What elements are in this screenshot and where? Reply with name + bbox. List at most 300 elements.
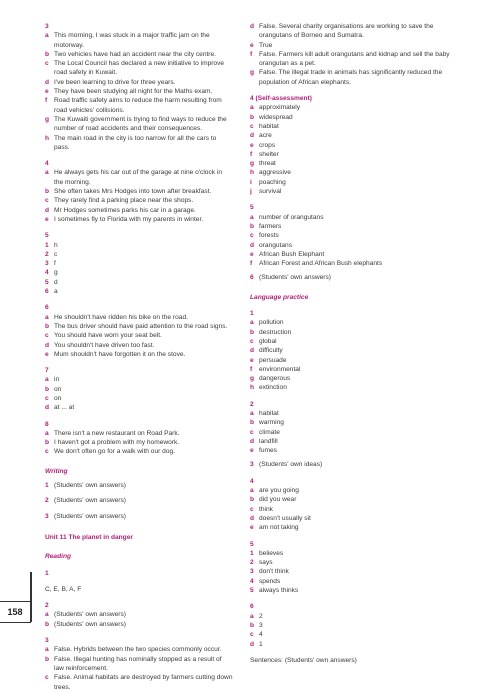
answer-item [45, 331, 233, 340]
answer-list [250, 612, 456, 649]
item-text: poaching [259, 178, 286, 186]
item-letter: c [250, 337, 254, 345]
item-letter: g [45, 115, 50, 123]
item-letter: e [250, 141, 254, 149]
answer-item [250, 428, 456, 437]
item-letter: c [45, 332, 49, 340]
answer-item [45, 59, 233, 78]
section-number: 5 [45, 232, 49, 240]
answer-list [45, 313, 233, 359]
item-text: I've been learning to drive for three years. [54, 78, 176, 86]
item-text: shelter [259, 150, 279, 158]
section-number: 1 [250, 310, 254, 318]
item-letter: c [250, 428, 254, 436]
item-letter: g [250, 69, 255, 77]
answer-item [250, 460, 456, 469]
answer-item [45, 287, 233, 296]
answer-item [250, 178, 456, 187]
item-letter: f [250, 365, 253, 373]
item-letter: a [45, 32, 49, 40]
item-text: approximately [259, 104, 301, 112]
item-letter: a [45, 611, 49, 619]
answer-item [45, 645, 233, 654]
item-letter: d [45, 404, 50, 412]
writing-heading: Writing [45, 467, 68, 475]
answer-item [250, 514, 456, 523]
section-number: 4 [45, 160, 49, 168]
item-letter: a [45, 376, 49, 384]
answer-item [250, 612, 456, 621]
item-letter: 1 [45, 241, 49, 249]
item-text: don't think [259, 568, 289, 576]
answer-item [45, 206, 233, 215]
answer-item [250, 365, 456, 374]
item-text: pollution [259, 319, 284, 327]
item-text: habitat [259, 122, 279, 130]
item-letter: d [45, 341, 50, 349]
item-letter: h [45, 134, 50, 142]
item-letter: b [45, 385, 50, 393]
item-text: forests [259, 232, 279, 240]
item-text: f [54, 260, 56, 268]
answer-item [250, 318, 456, 327]
answer-list [250, 318, 456, 392]
item-letter: c [45, 448, 49, 456]
answer-list [45, 645, 233, 691]
item-letter: a [45, 313, 49, 321]
answer-item [45, 610, 233, 619]
answer-item [250, 630, 456, 639]
answer-item [45, 447, 233, 456]
answer-item [45, 278, 233, 287]
item-letter: 2 [45, 497, 49, 505]
answer-item [250, 505, 456, 514]
item-letter: d [250, 23, 255, 30]
item-letter: 3 [250, 461, 254, 469]
item-letter: b [250, 496, 255, 504]
item-letter: d [250, 514, 255, 522]
item-text: always thinks [259, 587, 299, 595]
item-letter: e [45, 88, 49, 96]
answer-item [250, 418, 456, 427]
item-text: (Students' own answers) [54, 497, 126, 505]
answer-list [45, 429, 233, 457]
answer-item [250, 231, 456, 240]
item-text: African Forest and African Bush elephants [259, 260, 383, 268]
answer-item [250, 273, 456, 282]
item-letter: a [45, 169, 49, 177]
item-letter: 3 [45, 260, 49, 268]
item-text: climate [259, 428, 280, 436]
answer-item [45, 87, 233, 96]
item-text: destruction [259, 328, 292, 336]
item-letter: b [45, 439, 50, 447]
reading-answer-1: C, E, B, A, F [45, 585, 82, 593]
item-text: False. Animal habitats are destroyed by farmers cutting down trees. [54, 674, 233, 691]
section-number: 6 [45, 304, 49, 312]
answer-item [250, 356, 456, 365]
item-text: on [54, 385, 62, 393]
item-letter: e [250, 356, 254, 364]
item-text: (Students' own answers) [259, 274, 331, 282]
left-column [45, 22, 233, 692]
answer-list [45, 241, 233, 297]
item-text: number of orangutans [259, 213, 324, 221]
answer-item [250, 259, 456, 268]
answer-item [250, 250, 456, 259]
answer-item [45, 429, 233, 438]
item-text: a [54, 288, 58, 296]
item-text: spends [259, 577, 281, 585]
self-assessment-label: (Self-assessment) [255, 95, 312, 103]
item-letter: a [250, 213, 254, 221]
answer-item [250, 446, 456, 455]
item-letter: d [45, 78, 50, 86]
item-letter: e [250, 524, 254, 532]
item-text: aggressive [259, 169, 291, 177]
answer-item [250, 50, 456, 69]
item-letter: 3 [45, 512, 49, 520]
item-letter: f [250, 150, 253, 158]
answer-item [45, 394, 233, 403]
answer-item [45, 375, 233, 384]
answer-item [250, 187, 456, 196]
item-letter: a [45, 646, 49, 654]
item-letter: c [45, 197, 49, 205]
section-number: 1 [45, 569, 49, 577]
section-number: 2 [45, 602, 49, 610]
answer-list [250, 22, 456, 87]
item-letter: a [250, 104, 254, 112]
item-text: dangerous [259, 375, 291, 383]
item-text: I sometimes fly to Florida with my parents in winter. [54, 215, 204, 223]
language-practice-heading: Language practice [250, 293, 309, 301]
item-letter: 4 [250, 577, 254, 585]
section-number: 3 [45, 23, 49, 30]
item-text: (Students' own answers) [54, 482, 126, 490]
section-number: 8 [45, 420, 49, 428]
item-text: farmers [259, 222, 282, 230]
section-number: 5 [250, 204, 254, 212]
item-text: doesn't usually sit [259, 514, 311, 522]
item-text: g [54, 269, 58, 277]
item-text: think [259, 505, 273, 513]
unit-title: Unit 11 The planet in danger [45, 533, 133, 541]
item-text: acre [259, 132, 272, 140]
answer-item [45, 322, 233, 331]
item-text: African Bush Elephant [259, 250, 325, 258]
sentences-note: Sentences: (Students' own answers) [250, 656, 357, 664]
item-letter: c [250, 232, 254, 240]
item-text: There isn't a new restaurant on Road Park. [54, 429, 180, 437]
answer-item [45, 50, 233, 59]
item-letter: e [45, 350, 49, 358]
answer-item [45, 496, 233, 505]
answer-item [250, 409, 456, 418]
answer-item [45, 187, 233, 196]
item-letter: a [250, 487, 254, 495]
answer-item [250, 159, 456, 168]
item-letter: b [45, 50, 50, 58]
item-text: (Students' own ideas) [259, 461, 323, 469]
item-text: This morning, I was stuck in a major traffic jam on the motorway. [54, 32, 210, 49]
item-letter: b [250, 113, 255, 121]
item-text: We don't often go for a walk with our dog. [54, 448, 175, 456]
section-number-value: 4 [250, 95, 254, 103]
item-letter: b [45, 188, 50, 196]
item-letter: d [250, 437, 255, 445]
answer-item [45, 241, 233, 250]
item-letter: d [250, 640, 255, 648]
item-letter: b [250, 419, 255, 427]
item-text: Two vehicles have had an accident near the city centre. [54, 50, 217, 58]
section-number: 3 [45, 637, 49, 645]
item-letter: e [250, 41, 254, 49]
answer-item [45, 31, 233, 50]
page-number: 158 [0, 601, 31, 623]
section-number: 5 [250, 540, 254, 548]
item-text: (Students' own answers) [54, 512, 126, 520]
item-text: 4 [259, 631, 263, 639]
answer-item [250, 241, 456, 250]
section-number [250, 94, 456, 103]
answer-item [45, 134, 233, 153]
answer-item [45, 78, 233, 87]
answer-item [250, 549, 456, 558]
answer-item [45, 620, 233, 629]
item-text: widespread [259, 113, 293, 121]
item-letter: f [250, 50, 253, 58]
answer-item [250, 621, 456, 630]
answer-item [45, 196, 233, 205]
section-number: 7 [45, 367, 49, 375]
item-text: survival [259, 188, 282, 196]
answer-list [250, 213, 456, 269]
item-text: did you wear [259, 496, 297, 504]
answer-item [45, 438, 233, 447]
item-letter: f [250, 260, 253, 268]
answer-item [250, 577, 456, 586]
answer-list [45, 31, 233, 152]
item-letter: c [45, 394, 49, 402]
answer-item [250, 495, 456, 504]
answer-item [45, 168, 233, 187]
item-letter: b [250, 328, 255, 336]
item-letter: e [45, 215, 49, 223]
item-text: Mr Hodges sometimes parks his car in a garage. [54, 206, 196, 214]
item-text: False. The illegal trade in animals has significantly reduced the population of African elephants. [259, 69, 443, 86]
item-text: The Local Council has declared a new initiative to improve road safety in Kuwait. [54, 60, 225, 77]
item-text: difficulty [259, 347, 283, 355]
answer-item [250, 103, 456, 112]
item-text: on [54, 394, 62, 402]
answer-item [250, 68, 456, 87]
item-letter: g [250, 160, 255, 168]
answer-item [45, 215, 233, 224]
item-text: True [259, 41, 273, 49]
item-letter: d [45, 206, 50, 214]
answer-item [250, 150, 456, 159]
answer-item [250, 168, 456, 177]
answer-list [250, 103, 456, 196]
item-letter: 3 [250, 568, 254, 576]
answer-item [250, 213, 456, 222]
item-letter: 6 [250, 274, 254, 282]
writing-answers [45, 481, 233, 521]
item-text: You shouldn't have driven too fast. [54, 341, 155, 349]
section-number: 4 [250, 477, 254, 485]
answer-item [250, 131, 456, 140]
answer-item [45, 403, 233, 412]
item-text: extinction [259, 384, 287, 392]
item-text: threat [259, 160, 276, 168]
answer-item [250, 141, 456, 150]
item-letter: f [45, 97, 48, 105]
item-text: persuade [259, 356, 287, 364]
item-text: h [54, 241, 58, 249]
answer-item [250, 586, 456, 595]
item-text: environmental [259, 365, 301, 373]
item-text: says [259, 559, 273, 567]
item-letter: a [250, 319, 254, 327]
item-text: He shouldn't have ridden his bike on the road. [54, 313, 188, 321]
answer-item [250, 486, 456, 495]
item-text: landfill [259, 437, 278, 445]
answer-item [250, 558, 456, 567]
item-text: They have been studying all night for the Maths exam. [54, 88, 213, 96]
item-letter: c [45, 60, 49, 68]
answer-list [250, 409, 456, 455]
answer-item [45, 268, 233, 277]
item-text: (Students' own answers) [54, 620, 126, 628]
item-text: False. Farmers kill adult orangutans and kidnap and sell the baby orangutan as a pet. [259, 50, 450, 68]
item-letter: c [250, 631, 254, 639]
item-text: The Kuwaiti government is trying to find ways to reduce the number of road accidents and their consequences. [54, 115, 227, 133]
section-number: 6 [250, 603, 254, 611]
answer-item [45, 350, 233, 359]
answer-item [250, 222, 456, 231]
answer-item [45, 259, 233, 268]
item-letter: d [250, 347, 255, 355]
item-text: habitat [259, 409, 279, 417]
item-letter: 5 [45, 278, 49, 286]
item-text: c [54, 250, 58, 258]
item-text: You should have worn your seat belt. [54, 332, 162, 340]
answer-list [250, 549, 456, 595]
answer-item [45, 115, 233, 134]
answer-list [45, 375, 233, 412]
answer-item [250, 523, 456, 532]
answer-item [250, 328, 456, 337]
answer-item [45, 341, 233, 350]
item-text: at ... at [54, 404, 75, 412]
item-letter: 1 [45, 482, 49, 490]
answer-item [45, 250, 233, 259]
item-text: am not taking [259, 524, 299, 532]
answer-item [250, 383, 456, 392]
item-letter: h [250, 169, 255, 177]
answer-item [45, 673, 233, 692]
answer-list [250, 486, 456, 532]
item-text: The bus driver should have paid attention to the road signs. [54, 322, 228, 330]
answer-list [45, 168, 233, 224]
item-text: False. Illegal hunting has nominally stopped as a result of law reinforcement. [54, 655, 222, 672]
answer-item [250, 346, 456, 355]
answer-item [250, 22, 456, 41]
answer-item [250, 337, 456, 346]
item-text: (Students' own answers) [54, 611, 126, 619]
item-text: global [259, 337, 277, 345]
answer-item [250, 374, 456, 383]
item-letter: 4 [45, 269, 49, 277]
item-letter: j [250, 188, 252, 196]
item-letter: c [45, 674, 49, 682]
answer-item [250, 122, 456, 131]
reading-heading: Reading [45, 553, 72, 561]
answer-item [45, 96, 233, 115]
item-letter: d [250, 132, 255, 140]
item-letter: b [45, 620, 50, 628]
item-text: d [54, 278, 58, 286]
item-letter: c [250, 122, 254, 130]
answer-list [45, 610, 233, 629]
item-letter: b [45, 655, 50, 663]
item-letter: a [250, 612, 254, 620]
item-letter: b [45, 322, 50, 330]
item-letter: c [250, 505, 254, 513]
item-letter: b [250, 222, 255, 230]
item-letter: a [45, 429, 49, 437]
item-text: are you going [259, 487, 299, 495]
item-letter: d [250, 241, 255, 249]
answer-item [45, 512, 233, 521]
answer-item [45, 481, 233, 490]
answer-item [45, 385, 233, 394]
item-letter: e [250, 447, 254, 455]
item-letter: 1 [250, 549, 254, 557]
item-text: The main road in the city is too narrow for all the cars to pass. [54, 134, 217, 151]
item-text: fumes [259, 447, 277, 455]
item-letter: 5 [250, 587, 254, 595]
item-text: Mum shouldn't have forgotten it on the stove. [54, 350, 186, 358]
item-text: They rarely find a parking place near the shops. [54, 197, 194, 205]
right-column [250, 22, 456, 665]
answer-item [250, 41, 456, 50]
item-text: crops [259, 141, 276, 149]
item-letter: 2 [45, 250, 49, 258]
item-text: She often takes Mrs Hodges into town after breakfast. [54, 188, 212, 196]
item-text: False. Hybrids between the two species commonly occur. [54, 646, 222, 654]
item-letter: 2 [250, 559, 254, 567]
section-number: 2 [250, 400, 254, 408]
answer-item [250, 640, 456, 649]
item-text: Road traffic safety aims to reduce the harm resulting from road vehicles' collisions. [54, 97, 222, 114]
item-letter: b [250, 621, 255, 629]
answer-item [45, 313, 233, 322]
item-text: 2 [259, 612, 263, 620]
item-text: in [54, 376, 60, 384]
item-letter: e [250, 250, 254, 258]
item-text: 1 [259, 640, 263, 648]
item-letter: 6 [45, 288, 49, 296]
item-letter: i [250, 178, 252, 186]
item-letter: h [250, 384, 255, 392]
item-text: believes [259, 549, 284, 557]
answer-item [250, 437, 456, 446]
item-text: I haven't got a problem with my homework. [54, 439, 180, 447]
answer-item [250, 113, 456, 122]
item-text: He always gets his car out of the garage at nine o'clock in the morning. [54, 169, 223, 186]
